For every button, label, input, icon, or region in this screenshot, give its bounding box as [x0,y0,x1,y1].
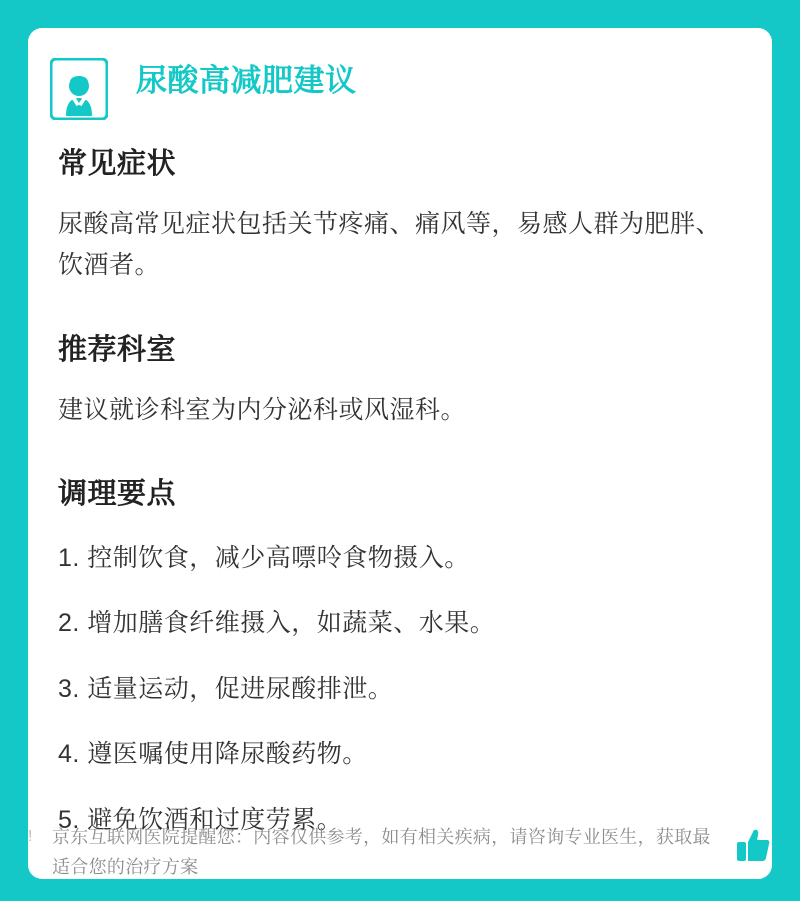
section-heading-department: 推荐科室 [58,333,177,366]
list-item: 1. 控制饮食，减少高嘌呤食物摄入。 [58,543,470,572]
list-item: 2. 增加膳食纤维摄入，如蔬菜、水果。 [58,609,496,638]
advice-card [28,28,772,879]
exclamation-icon: ! [28,827,33,845]
list-item: 5. 避免饮酒和过度劳累。 [58,805,343,834]
list-item: 3. 适量运动，促进尿酸排泄。 [58,674,394,703]
section-heading-tips: 调理要点 [58,477,177,510]
thumbs-up-icon[interactable] [726,822,772,869]
footer-disclaimer [28,822,772,883]
section-heading-symptoms: 常见症状 [58,148,177,181]
list-item: 4. 遵医嘱使用降尿酸药物。 [58,740,368,769]
document-doctor-icon [50,58,108,120]
section-body-department: 建议就诊科室为内分泌科或风湿科。 [58,395,467,424]
section-body-symptoms: 尿酸高常见症状包括关节疼痛、痛风等，易感人群为肥胖、饮酒者。 [58,210,722,280]
footer-text: 京东互联网医院提醒您：内容仅供参考，如有相关疾病，请咨询专业医生，获取最适合您的治疗方案 [52,826,711,878]
page-title: 尿酸高减肥建议 [136,63,357,98]
tips-list [58,540,742,840]
